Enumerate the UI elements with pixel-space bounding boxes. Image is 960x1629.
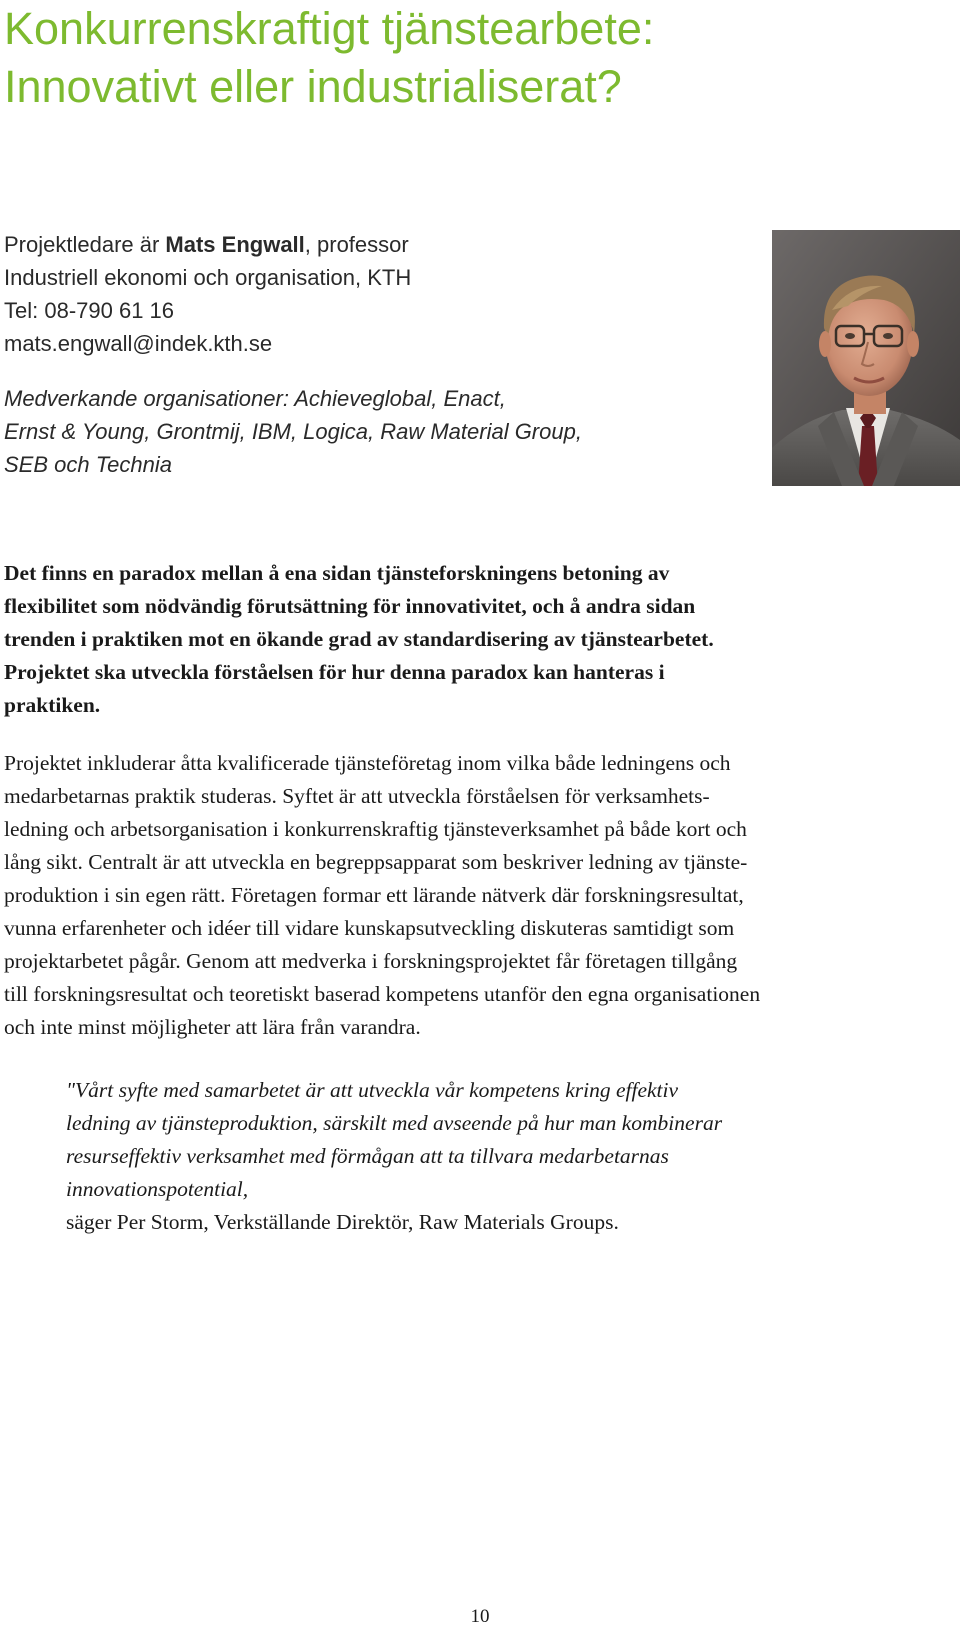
leader-name: Mats Engwall: [165, 232, 305, 257]
orgs-line-2: Ernst & Young, Grontmij, IBM, Logica, Raw Material Group,: [4, 419, 582, 444]
portrait-photo: [772, 230, 960, 486]
leader-suffix: , professor: [304, 232, 409, 257]
lead-paragraph: [4, 557, 944, 722]
email: mats.engwall@indek.kth.se: [4, 331, 273, 356]
body-line-9: och inte minst möjligheter att lära från varandra.: [4, 1015, 421, 1039]
quote-line-2: ledning av tjänsteproduktion, särskilt med avseende på hur man kombinerar: [66, 1111, 723, 1135]
quote-block: [66, 1074, 946, 1239]
title-line-2: Innovativt eller industrialiserat?: [4, 61, 622, 112]
body-line-1: Projektet inkluderar åtta kvalificerade tjänsteföretag inom vilka både ledningens och: [4, 751, 731, 775]
portrait-illustration: [772, 230, 960, 486]
body-line-3: ledning och arbetsorganisation i konkurrenskraftig tjänsteverksamhet på både kort och: [4, 817, 747, 841]
body-line-8: till forskningsresultat och teoretiskt baserad kompetens utanför den egna organisationen: [4, 982, 761, 1006]
body-line-5: produktion i sin egen rätt. Företagen formar ett lärande nätverk där forskningsresultat,: [4, 883, 744, 907]
department: Industriell ekonomi och organisation, KTH: [4, 265, 412, 290]
participating-organisations: [4, 382, 734, 481]
body-line-7: projektarbetet pågår. Genom att medverka i forskningsprojektet får företagen tillgång: [4, 949, 738, 973]
page-title: [4, 0, 944, 116]
quote-attribution: säger Per Storm, Verkställande Direktör, Raw Materials Groups.: [66, 1210, 619, 1234]
quote-line-4: innovationspotential,: [66, 1177, 249, 1201]
leader-prefix: Projektledare är: [4, 232, 166, 257]
project-leader: [4, 228, 734, 261]
page-number: 10: [470, 1606, 490, 1627]
orgs-line-1: Medverkande organisationer: Achieveglobal, Enact,: [4, 386, 506, 411]
body-line-2: medarbetarnas praktik studeras. Syftet är att utveckla förståelsen för verksamhets-: [4, 784, 710, 808]
contact-block: [4, 228, 734, 360]
lead-line-2: flexibilitet som nödvändig förutsättning för innovativitet, och å andra sidan: [4, 594, 696, 618]
orgs-line-3: SEB och Technia: [4, 452, 172, 477]
quote-line-3: resurseffektiv verksamhet med förmågan att ta tillvara medarbetarnas: [66, 1144, 669, 1168]
lead-line-4: Projektet ska utveckla förståelsen för hur denna paradox kan hanteras i: [4, 660, 665, 684]
body-line-6: vunna erfarenheter och idéer till vidare kunskapsutveckling diskuteras samtidigt som: [4, 916, 735, 940]
lead-line-3: trenden i praktiken mot en ökande grad av standardisering av tjänstearbetet.: [4, 627, 714, 651]
quote-line-1: "Vårt syfte med samarbetet är att utveckla vår kompetens kring effektiv: [66, 1078, 679, 1102]
body-line-4: lång sikt. Centralt är att utveckla en begreppsapparat som beskriver ledning av tjänste-: [4, 850, 748, 874]
title-line-1: Konkurrenskraftigt tjänstearbete:: [4, 3, 655, 54]
lead-line-1: Det finns en paradox mellan å ena sidan tjänsteforskningens betoning av: [4, 561, 670, 585]
phone: Tel: 08-790 61 16: [4, 298, 175, 323]
body-paragraph: [4, 747, 954, 1044]
lead-line-5: praktiken.: [4, 693, 101, 717]
